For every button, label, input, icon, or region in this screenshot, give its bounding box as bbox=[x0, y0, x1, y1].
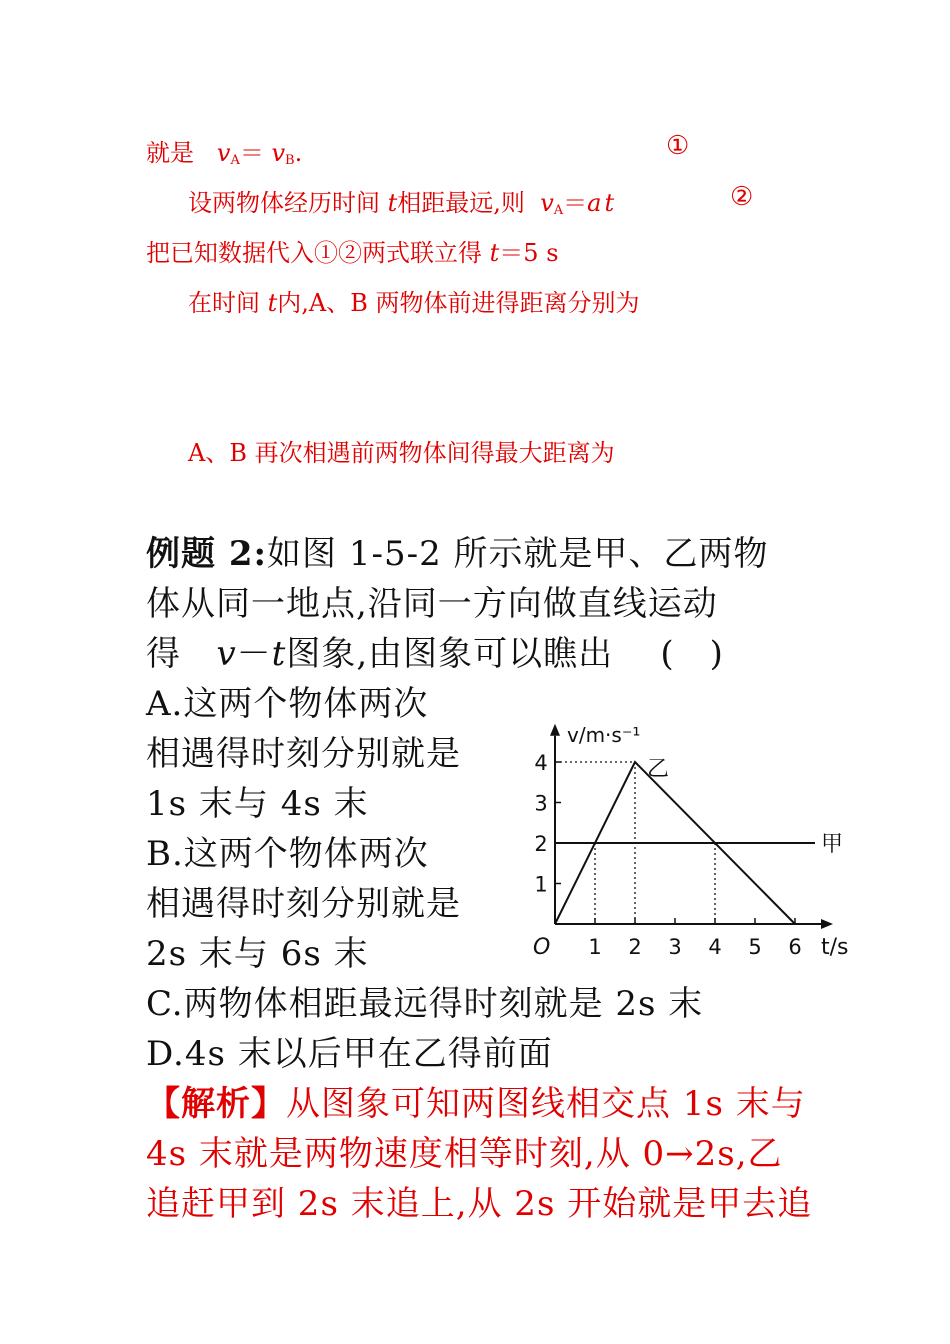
axes bbox=[550, 724, 833, 929]
x-tick-label: 5 bbox=[748, 935, 762, 959]
option-b-line-1: B.这两个物体两次 bbox=[146, 834, 429, 874]
origin-label: O bbox=[533, 935, 551, 960]
x-tick-label: 1 bbox=[588, 935, 602, 959]
text: 就是 bbox=[146, 139, 194, 167]
value: ＝5 s bbox=[499, 239, 559, 267]
eq: ＝ bbox=[239, 139, 264, 167]
x-tick-label: 3 bbox=[668, 935, 682, 959]
sub-a: A bbox=[230, 153, 240, 168]
text: 从图象可知两图线相交点 1s 末与 bbox=[286, 1084, 806, 1124]
solution-line-3 bbox=[146, 233, 559, 268]
var-v: v bbox=[271, 139, 286, 167]
text: 把已知数据代入①②两式联立得 bbox=[146, 239, 482, 267]
y-tick-label: 3 bbox=[534, 791, 548, 816]
var-v: v bbox=[540, 189, 554, 217]
solution-line-5: A、B 再次相遇前两物体间得最大距离为 bbox=[188, 439, 615, 467]
var-t: t bbox=[489, 239, 500, 267]
text: 如图 1-5-2 所示就是甲、乙两物 bbox=[267, 534, 769, 574]
analysis-line-1 bbox=[146, 1076, 806, 1125]
option-a-line-1: A.这两个物体两次 bbox=[146, 684, 429, 724]
dash: － bbox=[236, 634, 272, 674]
x-tick-label: 2 bbox=[628, 935, 642, 959]
x-axis-arrow bbox=[821, 919, 833, 929]
option-c: C.两物体相距最远得时刻就是 2s 末 bbox=[146, 984, 704, 1024]
x-tick-label: 4 bbox=[708, 935, 722, 959]
equation-marker-2: ② bbox=[730, 182, 754, 212]
text: 设两物体经历时间 bbox=[188, 189, 380, 217]
y-axis-arrow bbox=[550, 724, 560, 736]
analysis-label: 【解析】 bbox=[146, 1084, 286, 1124]
option-a-line-2: 相遇得时刻分别就是 bbox=[146, 734, 461, 774]
option-a-line-3: 1s 末与 4s 末 bbox=[146, 784, 369, 824]
x-tick-label: 6 bbox=[788, 935, 802, 959]
y-tick-label: 4 bbox=[534, 751, 548, 775]
example-label: 例题 2: bbox=[146, 534, 268, 574]
analysis-line-2: 4s 末就是两物速度相等时刻,从 0→2s,乙 bbox=[146, 1134, 783, 1174]
option-b-line-3: 2s 末与 6s 末 bbox=[146, 934, 369, 974]
option-d: D.4s 末以后甲在乙得前面 bbox=[146, 1034, 553, 1074]
vt-graph bbox=[515, 712, 865, 970]
var-t: t bbox=[387, 189, 398, 217]
y-axis-label: v/m·s⁻¹ bbox=[567, 723, 641, 747]
text: 得 bbox=[146, 634, 181, 674]
var-t: t bbox=[267, 289, 278, 317]
example2-line-1 bbox=[146, 526, 769, 575]
var-t: t bbox=[271, 634, 287, 674]
var-v: v bbox=[216, 139, 231, 167]
sub-b: B bbox=[285, 153, 295, 168]
equation-marker-1: ① bbox=[666, 131, 690, 161]
example2-line-3 bbox=[146, 626, 724, 675]
text: 图象,由图象可以瞧出 bbox=[286, 634, 614, 674]
x-axis-label: t/s bbox=[821, 935, 849, 960]
solution-line-1 bbox=[146, 133, 302, 168]
solution-line-2 bbox=[188, 183, 617, 218]
sub-a: A bbox=[553, 203, 564, 218]
answer-paren: ( ) bbox=[660, 634, 724, 674]
y-tick-label: 1 bbox=[534, 872, 548, 897]
text: 内,A、B 两物体前进得距离分别为 bbox=[277, 289, 640, 317]
series-label-0: 乙 bbox=[647, 757, 670, 782]
period: . bbox=[294, 139, 303, 167]
series-label-1: 甲 bbox=[821, 832, 844, 857]
solution-line-4 bbox=[188, 283, 640, 318]
eq: ＝ bbox=[563, 189, 588, 217]
series-lines bbox=[555, 762, 815, 924]
analysis-line-3: 追赶甲到 2s 末追上,从 2s 开始就是甲去追 bbox=[146, 1184, 813, 1224]
var-v: v bbox=[216, 634, 237, 674]
var-at: at bbox=[587, 189, 618, 217]
text: 在时间 bbox=[188, 289, 260, 317]
example2-line-2: 体从同一地点,沿同一方向做直线运动 bbox=[146, 584, 718, 624]
option-b-line-2: 相遇得时刻分别就是 bbox=[146, 884, 461, 924]
text: 相距最远,则 bbox=[397, 189, 525, 217]
y-tick-label: 2 bbox=[534, 832, 548, 856]
